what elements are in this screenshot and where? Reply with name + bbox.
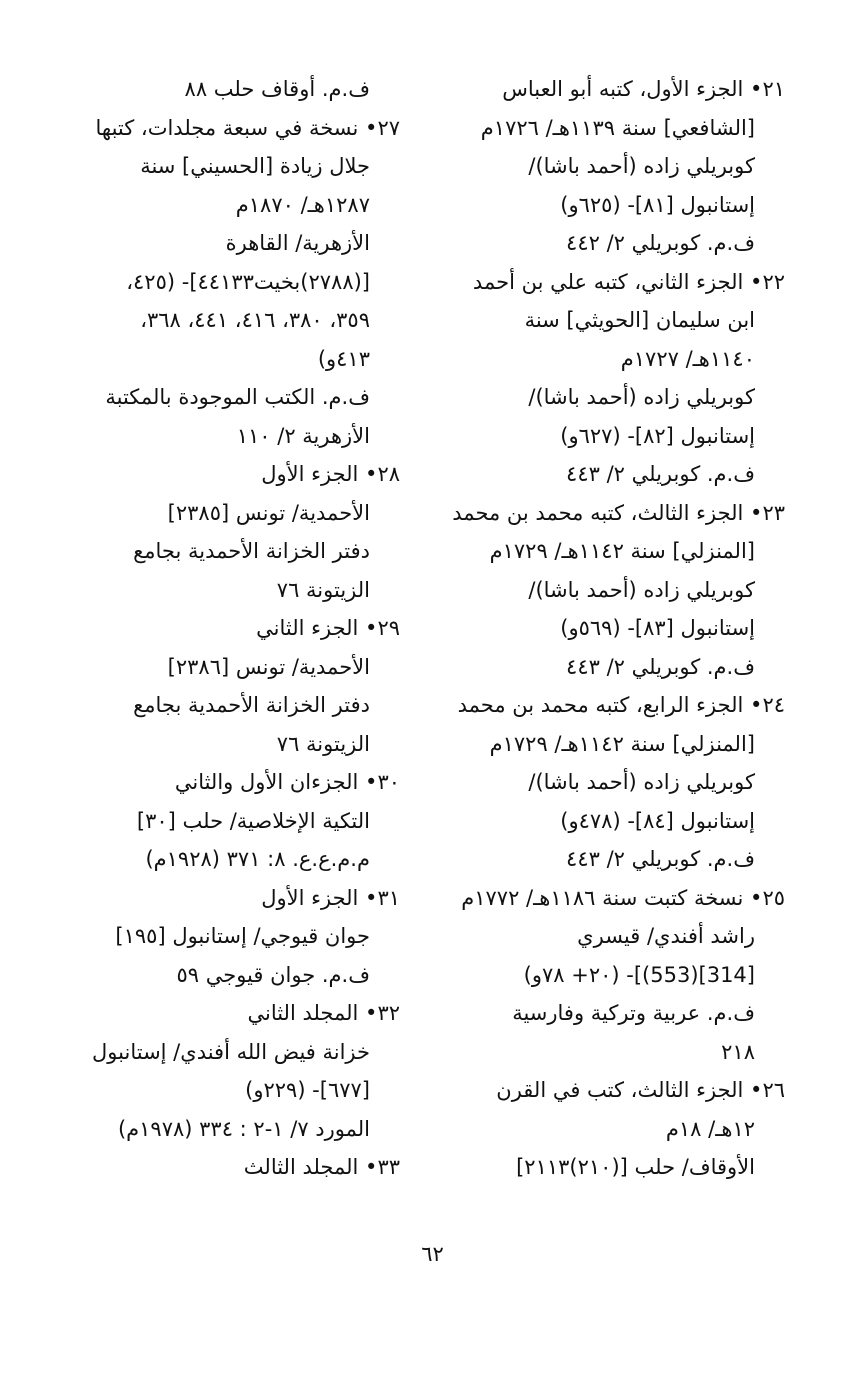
entry-27-line: ٤١٣و) (317, 346, 370, 371)
entry-29-line: الأحمدية/ تونس [٢٣٨٦] (167, 654, 370, 679)
entry-26-line: ٢٦• الجزء الثالث، كتب في القرن (496, 1078, 785, 1102)
entry-31-line: ٣١• الجزء الأول (261, 885, 400, 910)
entry-32-line: المورد ٧/ ١-٢ : ٣٣٤ (١٩٧٨م) (117, 1116, 370, 1141)
entry-23-line: [المنزلي] سنة ١١٤٢هـ/ ١٧٢٩م (489, 539, 755, 563)
entry-30-line: م.م.ع.ع. ٨: ٣٧١ (١٩٢٨م) (145, 847, 370, 871)
entry-22-line: إستانبول [٨٢]- (٦٢٧و) (560, 423, 755, 448)
entry-32-line: خزانة فيض الله أفندي/ إستانبول (92, 1039, 370, 1064)
entry-24-line: [المنزلي] سنة ١١٤٢هـ/ ١٧٢٩م (489, 731, 755, 756)
entry-25-line: ٢١٨ (721, 1039, 755, 1064)
entry-27-line: [(٢٧٨٨)بخيت٤٤١٣٣]- (٤٢٥، (126, 269, 370, 294)
page-number: ٦٢ (421, 1242, 444, 1266)
entry-23-line: ف.م. كوبريلي ٢/ ٤٤٣ (566, 654, 755, 679)
entry-28-line: ٢٨• الجزء الأول (261, 462, 400, 486)
entry-21-line: كوبريلي زاده (أحمد باشا)/ (528, 154, 755, 178)
entry-26-line: الأوقاف/ حلب [(٢١٠)٢١١٣] (516, 1155, 755, 1179)
entry-22-line: ٢٢• الجزء الثاني، كتبه علي بن أحمد (472, 269, 785, 294)
left-column (55, 70, 400, 1187)
entry-22-line: ١١٤٠هـ/ ١٧٢٧م (620, 346, 755, 371)
entry-28-line: الزيتونة ٧٦ (276, 577, 370, 602)
entry-24-line: ٢٤• الجزء الرابع، كتبه محمد بن محمد (457, 693, 785, 717)
entry-29-line: دفتر الخزانة الأحمدية بجامع (133, 693, 370, 717)
entry-29-line: ٢٩• الجزء الثاني (256, 616, 400, 640)
entry-21-line: [الشافعي] سنة ١١٣٩هـ/ ١٧٢٦م (480, 115, 755, 140)
entry-21-line: إستانبول [٨١]- (٦٢٥و) (560, 192, 755, 217)
entry-25-line: ٢٥• نسخة كتبت سنة ١١٨٦هـ/ ١٧٧٢م (461, 885, 785, 910)
entry-27-line: جلال زيادة [الحسيني] سنة (140, 154, 370, 178)
entry-30-line: ٣٠• الجزءان الأول والثاني (174, 770, 400, 794)
entry-31-line: جوان قيوجي/ إستانبول [١٩٥] (115, 924, 370, 948)
entry-27-line: ١٢٨٧هـ/ ١٨٧٠م (235, 192, 370, 217)
entry-22-line: ابن سليمان [الحويثي] سنة (524, 308, 755, 332)
entry-23-line: إستانبول [٨٣]- (٥٦٩و) (560, 616, 755, 640)
entry-25-line: راشد أفندي/ قيسري (577, 924, 755, 948)
entry-26-line: ف.م. أوقاف حلب ٨٨ (184, 77, 370, 101)
entry-22-line: كوبريلي زاده (أحمد باشا)/ (528, 385, 755, 409)
entry-26-line: ١٢هـ/ ١٨م (665, 1116, 755, 1141)
entry-32-line: [٦٧٧]- (٢٢٩و) (245, 1078, 370, 1102)
entry-27-line: ف.م. الكتب الموجودة بالمكتبة (105, 385, 370, 409)
entry-27-line: ٣٥٩، ٣٨٠، ٤١٦، ٤٤١، ٣٦٨، (140, 308, 370, 332)
entry-21-line: ف.م. كوبريلي ٢/ ٤٤٢ (566, 231, 755, 255)
entry-25-line: ف.م. عربية وتركية وفارسية (512, 1001, 755, 1025)
entry-25-line: [314](553)]- (٢٠+ ٧٨و) (523, 962, 755, 987)
entry-27-line: ٢٧• نسخة في سبعة مجلدات، كتبها (95, 115, 400, 140)
entry-30-line: التكية الإخلاصية/ حلب [٣٠] (136, 808, 370, 833)
entry-24-line: ف.م. كوبريلي ٢/ ٤٤٣ (566, 847, 755, 871)
entry-33-line: ٣٣• المجلد الثالث (243, 1155, 400, 1179)
entry-29-line: الزيتونة ٧٦ (276, 731, 370, 756)
entry-27-line: الأزهرية ٢/ ١١٠ (236, 423, 370, 448)
entry-21-line: ٢١• الجزء الأول، كتبه أبو العباس (502, 77, 785, 101)
entry-23-line: ٢٣• الجزء الثالث، كتبه محمد بن محمد (452, 500, 785, 525)
right-column (440, 70, 785, 1187)
entry-28-line: الأحمدية/ تونس [٢٣٨٥] (167, 500, 370, 525)
entry-27-line: الأزهرية/ القاهرة (225, 231, 370, 255)
entry-22-line: ف.م. كوبريلي ٢/ ٤٤٣ (566, 462, 755, 486)
entry-23-line: كوبريلي زاده (أحمد باشا)/ (528, 577, 755, 602)
entry-24-line: إستانبول [٨٤]- (٤٧٨و) (560, 808, 755, 833)
entry-32-line: ٣٢• المجلد الثاني (247, 1001, 400, 1025)
entry-31-line: ف.م. جوان قيوجي ٥٩ (176, 962, 370, 987)
entry-28-line: دفتر الخزانة الأحمدية بجامع (133, 539, 370, 563)
entry-24-line: كوبريلي زاده (أحمد باشا)/ (528, 770, 755, 794)
